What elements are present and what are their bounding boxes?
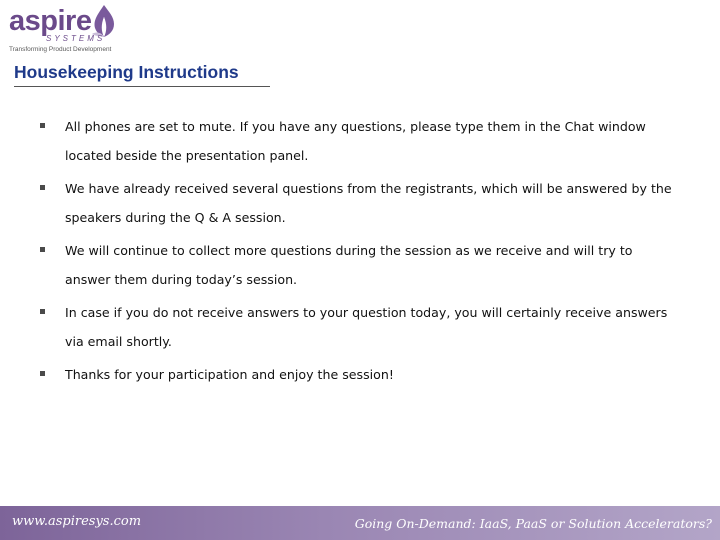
footer-tagline: Going On-Demand: IaaS, PaaS or Solution Accelerators? [354, 516, 712, 531]
bullet-square-icon [40, 371, 45, 376]
bullet-square-icon [40, 185, 45, 190]
bullet-item [40, 113, 680, 170]
bullet-text: All phones are set to mute. If you have any questions, please type them in the Chat window located beside the presentation panel. [65, 119, 646, 163]
bullet-text: Thanks for your participation and enjoy the session! [65, 367, 394, 382]
aspire-flame-icon [89, 4, 119, 38]
logo-wordmark: aspire [9, 5, 92, 37]
logo-subtitle: SYSTEMS [46, 34, 106, 43]
bullet-square-icon [40, 123, 45, 128]
bullet-square-icon [40, 247, 45, 252]
bullet-item [40, 361, 680, 390]
logo-tagline: Transforming Product Development [9, 46, 112, 53]
bullet-square-icon [40, 309, 45, 314]
bullet-item [40, 299, 680, 356]
slide-title: Housekeeping Instructions [14, 61, 270, 87]
bullet-text: In case if you do not receive answers to your question today, you will certainly receive answers via email shortly. [65, 305, 668, 349]
bullet-item [40, 175, 680, 232]
company-logo [9, 4, 119, 56]
bullet-list [40, 113, 680, 395]
footer-website-link[interactable]: www.aspiresys.com [12, 514, 142, 529]
bullet-item [40, 237, 680, 294]
bullet-text: We will continue to collect more questions during the session as we receive and will try to answer them during today’s session. [65, 243, 633, 287]
bullet-text: We have already received several questions from the registrants, which will be answered by the speakers during the Q & A session. [65, 181, 672, 225]
footer-bar [0, 506, 720, 540]
